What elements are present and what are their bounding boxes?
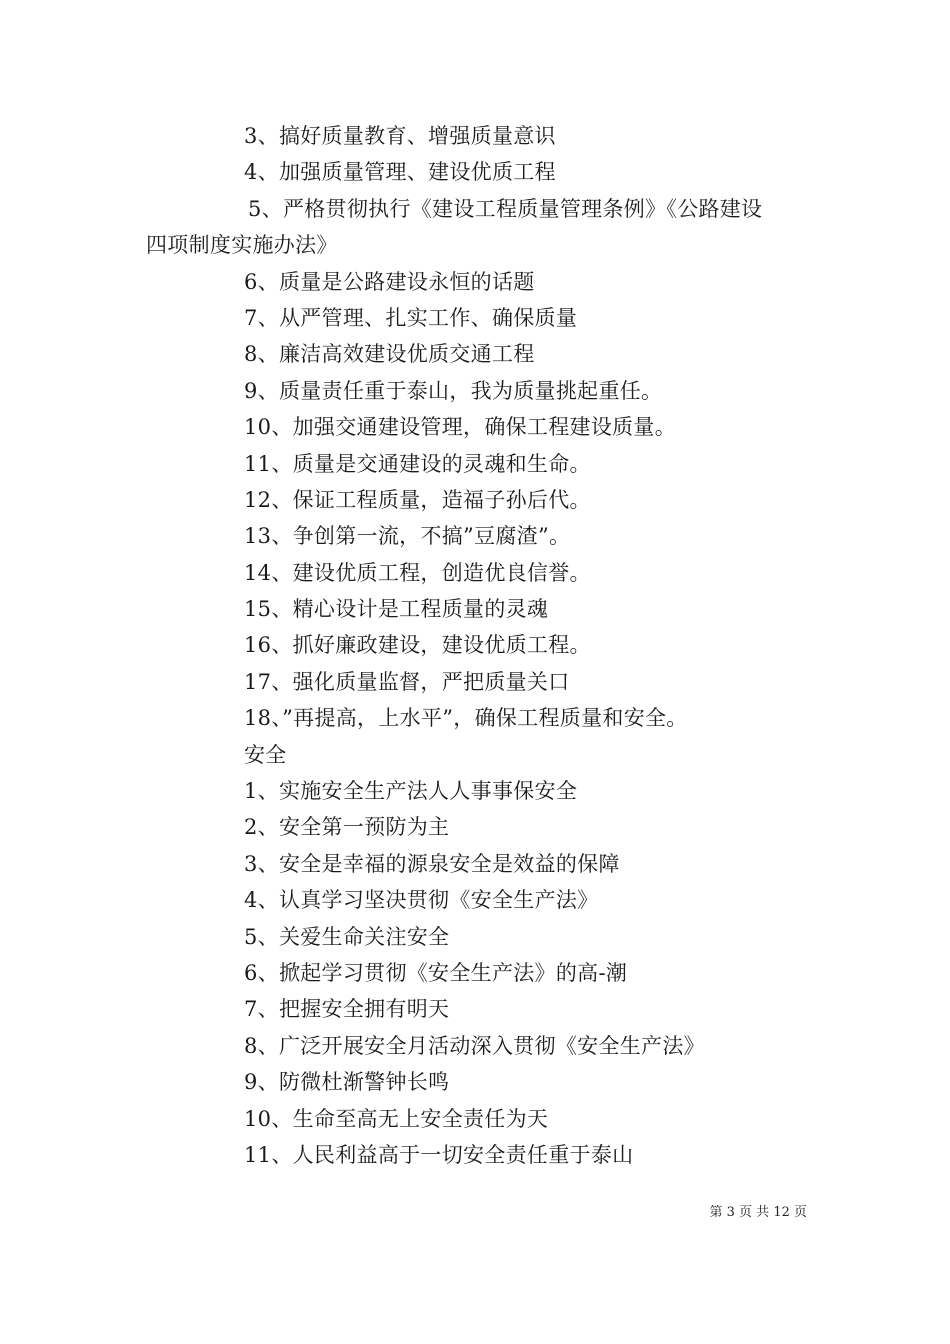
body-line: 9、防微杜渐警钟长鸣	[244, 1070, 450, 1095]
document-body	[146, 118, 810, 1173]
body-line: 3、安全是幸福的源泉安全是效益的保障	[244, 851, 620, 876]
body-line: 10、生命至高无上安全责任为天	[244, 1106, 549, 1131]
body-line: 16、抓好廉政建设，建设优质工程。	[244, 633, 591, 658]
body-line: 18、”再提高，上水平”，确保工程质量和安全。	[244, 706, 688, 731]
body-line: 14、建设优质工程，创造优良信誉。	[244, 560, 591, 585]
body-line: 7、把握安全拥有明天	[244, 997, 450, 1022]
body-line: 8、廉洁高效建设优质交通工程	[244, 342, 535, 367]
section-heading: 安全	[244, 742, 287, 767]
page-number-footer: 第 3 页 共 12 页	[709, 1205, 807, 1220]
body-line: 5、关爱生命关注安全	[244, 924, 450, 949]
body-line: 17、强化质量监督，严把质量关口	[244, 669, 570, 694]
body-line: 6、掀起学习贯彻《安全生产法》的高-潮	[244, 960, 628, 985]
body-line: 1、实施安全生产法人人事事保安全	[244, 779, 578, 804]
body-line: 3、搞好质量教育、增强质量意识	[244, 124, 556, 148]
body-line: 4、加强质量管理、建设优质工程	[244, 160, 556, 185]
body-line: 11、人民利益高于一切安全责任重于泰山	[244, 1142, 634, 1167]
body-line-continuation: 四项制度实施办法》	[146, 233, 338, 258]
body-line: 12、保证工程质量，造福子孙后代。	[244, 487, 591, 512]
body-line: 8、广泛开展安全月活动深入贯彻《安全生产法》	[244, 1033, 705, 1058]
body-line: 2、安全第一预防为主	[244, 815, 450, 840]
body-line: 10、加强交通建设管理，确保工程建设质量。	[244, 415, 677, 440]
body-line: 13、争创第一流，不搞”豆腐渣”。	[244, 524, 571, 549]
body-line: 5、严格贯彻执行《建设工程质量管理条例》《公路建设	[248, 196, 763, 221]
body-line: 6、质量是公路建设永恒的话题	[244, 269, 535, 294]
body-line: 11、质量是交通建设的灵魂和生命。	[244, 451, 591, 476]
body-line: 7、从严管理、扎实工作、确保质量	[244, 305, 578, 330]
body-line: 4、认真学习坚决贯彻《安全生产法》	[244, 888, 599, 913]
body-line: 15、精心设计是工程质量的灵魂	[244, 597, 549, 622]
body-line: 9、质量责任重于泰山，我为质量挑起重任。	[244, 378, 663, 403]
